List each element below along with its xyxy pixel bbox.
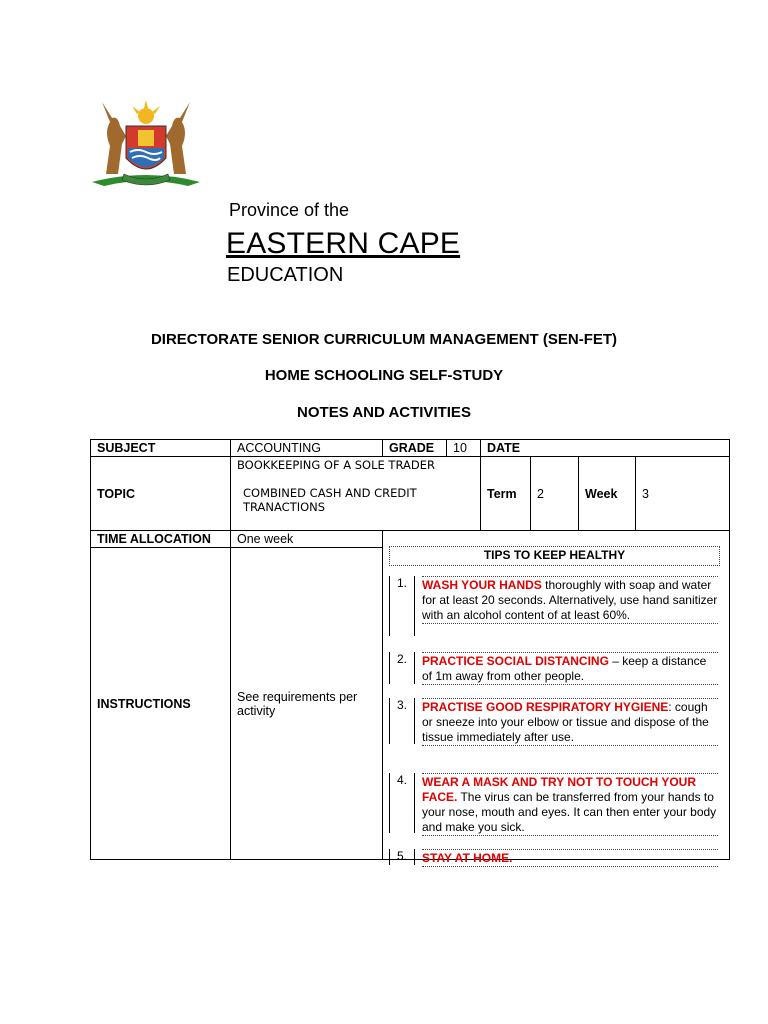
week-label: Week (579, 457, 636, 531)
tip-number: 3. (389, 698, 415, 744)
tip-text (422, 773, 718, 836)
week-value: 3 (636, 457, 730, 531)
grade-value: 10 (447, 440, 481, 457)
tips-title: TIPS TO KEEP HEALTHY (389, 546, 720, 566)
tip-highlight: PRACTICE SOCIAL DISTANCING (422, 654, 609, 668)
tip-item (389, 652, 720, 684)
date-label: DATE (481, 440, 730, 457)
tip-number: 1. (389, 576, 415, 636)
tip-item (389, 773, 720, 833)
term-value: 2 (531, 457, 579, 531)
topic-line-2: COMBINED CASH AND CREDIT TRANACTIONS (243, 486, 417, 514)
tip-body: The virus can be transferred from your hands to your nose, mouth and eyes. It can then enter your body and make you sick. (422, 790, 717, 834)
tip-item (389, 849, 720, 865)
home-schooling-heading: HOME SCHOOLING SELF-STUDY (264, 367, 504, 384)
tip-highlight: WEAR A MASK AND TRY NOT TO TOUCH YOUR FACE. (422, 775, 697, 804)
province-name: EASTERN CAPE (226, 227, 461, 260)
tip-text (422, 576, 718, 624)
notes-activities-heading: NOTES AND ACTIVITIES (297, 404, 471, 421)
tip-highlight: STAY AT HOME. (422, 851, 513, 865)
directorate-heading: DIRECTORATE SENIOR CURRICULUM MANAGEMENT (SEN-FET) (150, 331, 618, 348)
grade-label: GRADE (383, 440, 447, 457)
tip-body: thoroughly with soap and water for at least 20 seconds. Alternatively, use hand sanitizer with an alcohol content of at least 60%. (422, 578, 718, 622)
province-of-label: Province of the (229, 200, 350, 220)
tip-number: 5. (389, 849, 415, 865)
term-label: Term (481, 457, 531, 531)
tip-text (422, 698, 718, 746)
tip-body: – keep a distance of 1m away from other people. (422, 654, 707, 683)
tip-text (422, 652, 718, 685)
instructions-value: See requirements per activity (231, 548, 383, 860)
department-name: EDUCATION (227, 264, 344, 286)
topic-line-1: BOOKKEEPING OF A SOLE TRADER (237, 458, 435, 472)
subject-value: ACCOUNTING (231, 440, 383, 457)
tip-number: 2. (389, 652, 415, 684)
instructions-label: INSTRUCTIONS (91, 548, 231, 860)
tips-box (389, 546, 720, 865)
tip-number: 4. (389, 773, 415, 833)
time-allocation-label: TIME ALLOCATION (91, 531, 231, 548)
topic-label: TOPIC (91, 457, 231, 531)
coat-of-arms-logo (88, 96, 204, 192)
tip-item (389, 698, 720, 744)
tip-highlight: PRACTISE GOOD RESPIRATORY HYGIENE (422, 700, 669, 714)
tip-item (389, 576, 720, 636)
subject-label: SUBJECT (91, 440, 231, 457)
tip-body: : cough or sneeze into your elbow or tissue and dispose of the tissue immediately after use. (422, 700, 709, 744)
tip-text (422, 849, 718, 867)
tip-highlight: WASH YOUR HANDS (422, 578, 542, 592)
topic-cell (231, 457, 481, 531)
time-allocation-value: One week (231, 531, 383, 548)
